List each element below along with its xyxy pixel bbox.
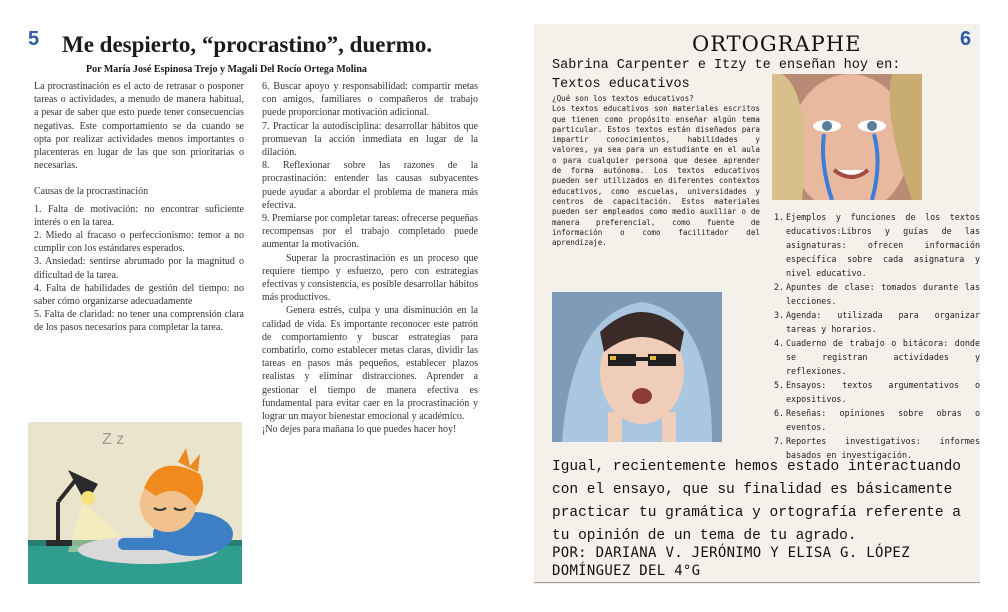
body-paragraph: Genera estrés, culpa y una disminución en la calidad de vida. Es importante reconocer este patrón de comportamiento y buscar estrategias para combatirlo, como establecer metas claras, dividir las tareas en pasos más pequeños, establecer plazos realistas y eliminar distracciones. Aprender a gestionar el tiempo de manera efectiva es fundamental para evitar caer en la procrastinación y lograr un mayor bienestar emocional y académico.	[262, 305, 478, 423]
tip-item: 7. Practicar la autodisciplina: desarrollar hábitos que promuevan la acción inmediata en lugar de la dilación.	[262, 120, 478, 159]
body-paragraph-right: Los textos educativos son materiales escritos que tienen como propósito enseñar algún tema particular. Estos textos están diseñados para impartir conocimientos, habilidades y valores, ya sea para un estudiante en el aula o para cualquier persona que desee aprender de forma autónoma. Los textos educativos pueden ser utilizados en diferentes contextos educativos, como escuelas, universidades y centros de capacitación. Estos materiales pueden ser empleados como medio auxiliar o de manera preferencial, como fuente de información o como facilitador del aprendizaje.	[552, 104, 760, 248]
list-item: 4. Cuaderno de trabajo o bitácora: donde se registran actividades y reflexiones.	[774, 338, 980, 376]
cause-item: 3. Ansiedad: sentirse abrumado por la magnitud o dificultad de la tarea.	[34, 256, 244, 281]
list-item: 7. Reportes investigativos: informes basados en investigación.	[774, 436, 980, 460]
cause-item: 4. Falta de habilidades de gestión del tiempo: no saber cómo organizarse adecuadamente	[34, 282, 244, 308]
list-item: 1. Ejemplos y funciones de los textos educativos:Libros y guías de las asignaturas: ofrecen información específica sobre cada asignatura y nivel educativo.	[774, 212, 980, 278]
page-number-left: 5	[28, 28, 40, 50]
outro-paragraph: Igual, recientemente hemos estado interactuando con el ensayo, que su finalidad es básicamente practicar tu gramática y ortografía referente a tu opinión de un tema de tu agrado.	[552, 459, 961, 544]
list-item: 5. Ensayos: textos argumentativos o expositivos.	[774, 380, 980, 404]
text-types-list	[774, 210, 980, 462]
column-a	[34, 80, 244, 335]
list-item: 2. Apuntes de clase: tomados durante las lecciones.	[774, 282, 980, 306]
list-item: 6. Reseñas: opiniones sobre obras o eventos.	[774, 408, 980, 432]
column-b	[262, 80, 478, 436]
cause-item: 5. Falta de claridad: no tener una comprensión clara de los pasos necesarios para completar la tarea.	[34, 309, 244, 334]
article-title-left: Me despierto, “procrastino”, duermo.	[62, 32, 433, 57]
photo-glasses-face	[552, 292, 722, 442]
list-item: 3. Agenda: utilizada para organizar tareas y horarios.	[774, 310, 980, 334]
footer-divider	[534, 582, 980, 583]
tip-item: 9. Premiarse por completar tareas: ofrecerse pequeñas recompensas por el trabajo completado puede aumentar la motivación.	[262, 213, 478, 251]
question-heading: ¿Qué son los textos educativos?	[552, 94, 694, 103]
byline-left: Por María José Espinosa Trejo y Magali Del Rocío Ortega Molina	[86, 64, 367, 75]
tip-item: 8. Reflexionar sobre las razones de la procrastinación: entender las causas subyacentes puede ayudar a abordar el problema de manera más efectiva.	[262, 160, 478, 211]
body-text-right	[552, 94, 760, 248]
closing-line: ¡No dejes para mañana lo que puedes hacer hoy!	[262, 424, 457, 436]
intro-paragraph: La procrastinación es el acto de retrasar o posponer tareas o actividades, a menudo de manera habitual, a pesar de saber que esto puede tener consecuencias negativas. Este comportamiento se da cuando se opta por realizar actividades menos importantes o placenteras en lugar de las que son prioritarias o necesarias.	[34, 81, 244, 172]
causes-heading: Causas de la procrastinación	[34, 186, 149, 198]
illustration-graphic	[28, 422, 242, 584]
tip-item: 6. Buscar apoyo y responsabilidad: compartir metas con amigos, familiares o compañeros de trabajo puede proporcionar motivación adicional.	[262, 81, 478, 119]
photo-crying-face	[772, 74, 922, 200]
cause-item: 2. Miedo al fracaso o perfeccionismo: temor a no cumplir con los estándares esperados.	[34, 230, 244, 255]
article-title-right: ORTOGRAPHE	[692, 32, 862, 56]
cause-item: 1. Falta de motivación: no encontrar suficiente interés o en la tarea.	[34, 203, 244, 228]
sleeping-student-illustration	[28, 422, 242, 584]
page-number-right: 6	[960, 28, 972, 50]
intro-line: Sabrina Carpenter e Itzy te enseñan hoy en: Textos educativos	[552, 58, 901, 92]
zzz-letters: Z z	[102, 431, 125, 448]
authors-credit: POR: DARIANA V. JERÓNIMO Y ELISA G. LÓPEZ DOMÍNGUEZ DEL 4°G	[552, 545, 910, 579]
body-paragraph: Superar la procrastinación es un proceso que requiere tiempo y esfuerzo, pero con estrategias efectivas y consistencia, es posible desarrollar hábitos más productivos.	[262, 252, 478, 304]
